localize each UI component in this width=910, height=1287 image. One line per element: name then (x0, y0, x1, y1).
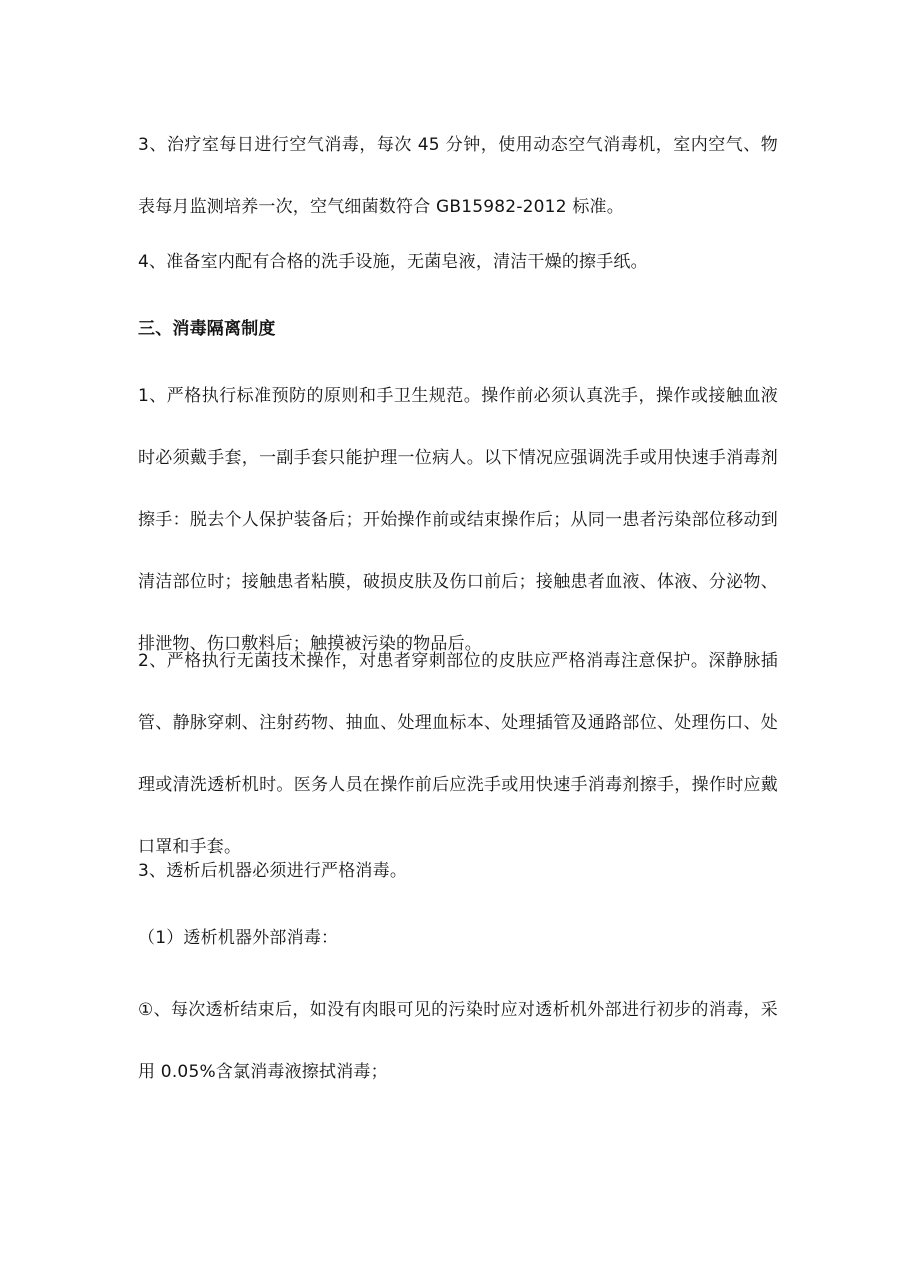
paragraph-air-disinfection: 3、治疗室每日进行空气消毒，每次 45 分钟，使用动态空气消毒机，室内空气、物表每月监测培养一次，空气细菌数符合 GB15982-2012 标准。 (138, 135, 778, 217)
paragraph-external-disinfection: （1）透析机器外部消毒： (138, 928, 339, 948)
paragraph-machine-disinfection: 3、透析后机器必须进行严格消毒。 (138, 861, 408, 881)
paragraph-hand-washing-facilities: 4、准备室内配有合格的洗手设施，无菌皂液，清洁干燥的擦手纸。 (138, 252, 648, 272)
paragraph-after-dialysis: ①、每次透析结束后，如没有肉眼可见的污染时应对透析机外部进行初步的消毒，采用 0.05%含氯消毒液擦拭消毒； (138, 1000, 778, 1082)
paragraph-aseptic-technique: 2、严格执行无菌技术操作，对患者穿刺部位的皮肤应严格消毒注意保护。深静脉插管、静脉穿刺、注射药物、抽血、处理血标本、处理插管及通路部位、处理伤口、处理或清洗透析机时。医务人员在操作前后应洗手或用快速手消毒剂擦手，操作时应戴口罩和手套。 (138, 651, 778, 857)
section-title: 三、消毒隔离制度 (138, 319, 276, 339)
paragraph-standard-precautions: 1、严格执行标准预防的原则和手卫生规范。操作前必须认真洗手，操作或接触血液时必须戴手套，一副手套只能护理一位病人。以下情况应强调洗手或用快速手消毒剂擦手：脱去个人保护装备后；开始操作前或结束操作后；从同一患者污染部位移动到清洁部位时；接触患者粘膜，破损皮肤及伤口前后；接触患者血液、体液、分泌物、排泄物、伤口敷料后；触摸被污染的物品后。 (138, 386, 778, 654)
